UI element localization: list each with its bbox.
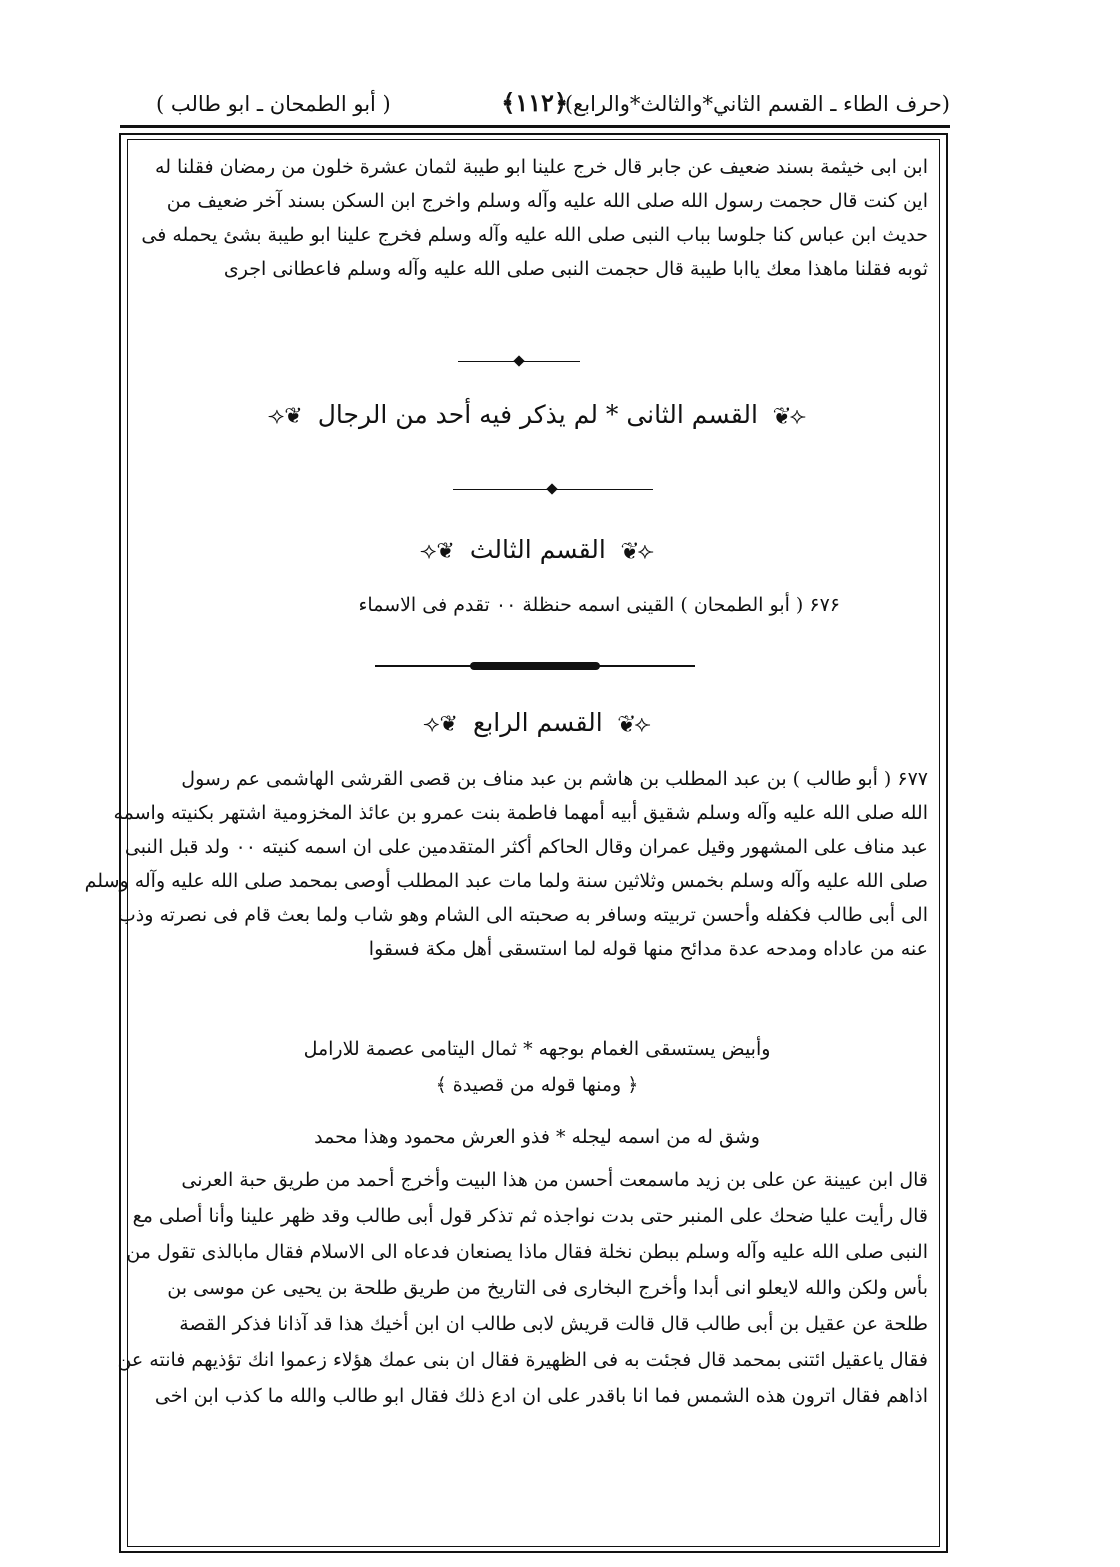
- text-line: عبد مناف على المشهور وقيل عمران وقال الحاكم أكثر المتقدمين على ان اسمه كنيته ٠٠ ولد قبل النبى: [124, 836, 928, 858]
- running-title: (حرف الطاء ـ القسم الثاني*والثالث*والرابع): [564, 92, 950, 116]
- ornamental-rule-center: [470, 662, 600, 670]
- text-line: قال ابن عيينة عن على بن زيد ماسمعت أحسن من هذا البيت وأخرج أحمد من طريق حبة العرنى: [181, 1169, 928, 1191]
- section4-title: القسم الرابع: [473, 708, 603, 737]
- page-header: [120, 88, 950, 130]
- running-subtitle: ( أبو الطمحان ـ ابو طالب ): [156, 92, 391, 116]
- section4-paragraph: [84, 762, 928, 966]
- entry-text: ۶۷۶ ( أبو الطمحان ) القينى اسمه حنظلة ٠٠ تقدم فى الاسماء: [358, 594, 840, 616]
- text-line: عنه من عاداه ومدحه عدة مدائح منها قوله لما استسقى أهل مكة فسقوا: [368, 938, 928, 960]
- subheading: [146, 1068, 928, 1102]
- section3-title: القسم الثالث: [469, 535, 606, 564]
- page-number: ﴿۱۱۲﴾: [501, 88, 568, 117]
- text-line: طلحة عن عقيل بن أبى طالب قال قالت قريش لابى طالب ان ابن أخيك هذا قد آذانا فذكر القصة: [179, 1313, 928, 1335]
- text-line: بأس ولكن والله لايعلو انى أبدا وأخرج البخارى فى التاريخ من طريق طلحة بن يحيى عن موسى بن: [167, 1277, 928, 1299]
- text-line: الى أبى طالب فكفله وأحسن تربيته وسافر به صحبته الى الشام وهو شاب ولما بعث قام فى نصرته وذب: [117, 904, 928, 926]
- section2-heading: [146, 400, 928, 429]
- text-line: ثوبه فقلنا ماهذا معك ياابا طيبة قال حجمت النبى صلى الله عليه وآله وسلم فاعطانى اجرى: [223, 258, 928, 280]
- ornament-icon: ❦⟣: [423, 712, 458, 737]
- section4-heading: [146, 708, 928, 737]
- text-line: اذاهم فقال اترون هذه الشمس فما انا باقدر على ان ادع ذلك فقال ابو طالب والله ما كذب ابن اخى: [154, 1385, 928, 1407]
- subheading-text: ﴿ ومنها قوله من قصيدة ﴾: [435, 1074, 639, 1096]
- ornament-icon: ⟢❦: [620, 539, 654, 564]
- text-line: اين كنت قال حجمت رسول الله صلى الله عليه وآله وسلم واخرج ابن السكن بسند آخر ضعيف من: [166, 190, 928, 212]
- verse-text: وأبيض يستسقى الغمام بوجهه * ثمال اليتامى عصمة للارامل: [303, 1038, 771, 1060]
- section3-heading: [146, 535, 928, 564]
- text-line: الله صلى الله عليه وآله وسلم شقيق أبيه أمهما فاطمة بنت عمرو بن عائذ المخزومية اشتهر بكنيته واسمه: [113, 802, 928, 824]
- header-rule: [120, 125, 950, 128]
- ornament-icon: ❦⟣: [420, 539, 455, 564]
- ornament-icon: ❦⟣: [267, 404, 303, 429]
- text-line: صلى الله عليه وآله وسلم بخمس وثلاثين سنة ولما مات عبد المطلب أوصى بمحمد صلى الله عليه وآله وسلم: [84, 870, 928, 892]
- text-line: ۶۷۷ ( أبو طالب ) بن عبد المطلب بن هاشم بن عبد مناف بن قصى القرشى الهاشمى عم رسول: [181, 768, 928, 790]
- entry-676: [358, 588, 840, 622]
- verse-text: وشق له من اسمه ليجله * فذو العرش محمود وهذا محمد: [314, 1126, 760, 1148]
- intro-paragraph: [141, 150, 928, 286]
- text-line: فقال ياعقيل ائتنى بمحمد قال فجئت به فى الظهيرة فقال ان بنى عمك هؤلاء زعموا انك تؤذيهم فانته عن: [117, 1349, 928, 1371]
- section4-paragraph-2: [117, 1162, 928, 1414]
- verse-2: [146, 1120, 928, 1154]
- text-line: النبى صلى الله عليه وآله وسلم ببطن نخلة فقال ماذا يصنعان فدعاه الى الاسلام فقال مابالذى تقول من: [126, 1241, 928, 1263]
- ornament-icon: ⟢❦: [773, 404, 807, 429]
- section2-title: القسم الثانى * لم يذكر فيه أحد من الرجال: [317, 400, 758, 429]
- text-line: ابن ابى خيثمة بسند ضعيف عن جابر قال خرج علينا ابو طيبة لثمان عشرة خلون من رمضان فقلنا له: [155, 156, 928, 178]
- text-line: قال رأيت عليا ضحك على المنبر حتى بدت نواجذه ثم تذكر قول أبى طالب وقد ظهر علينا وأنا أصلى مع: [132, 1205, 928, 1227]
- ornament-icon: ⟢❦: [617, 712, 651, 737]
- text-line: حديث ابن عباس كنا جلوسا بباب النبى صلى الله عليه وآله وسلم فخرج علينا ابو طيبة بشئ يحمله فى: [141, 224, 928, 246]
- verse-1: [146, 1032, 928, 1066]
